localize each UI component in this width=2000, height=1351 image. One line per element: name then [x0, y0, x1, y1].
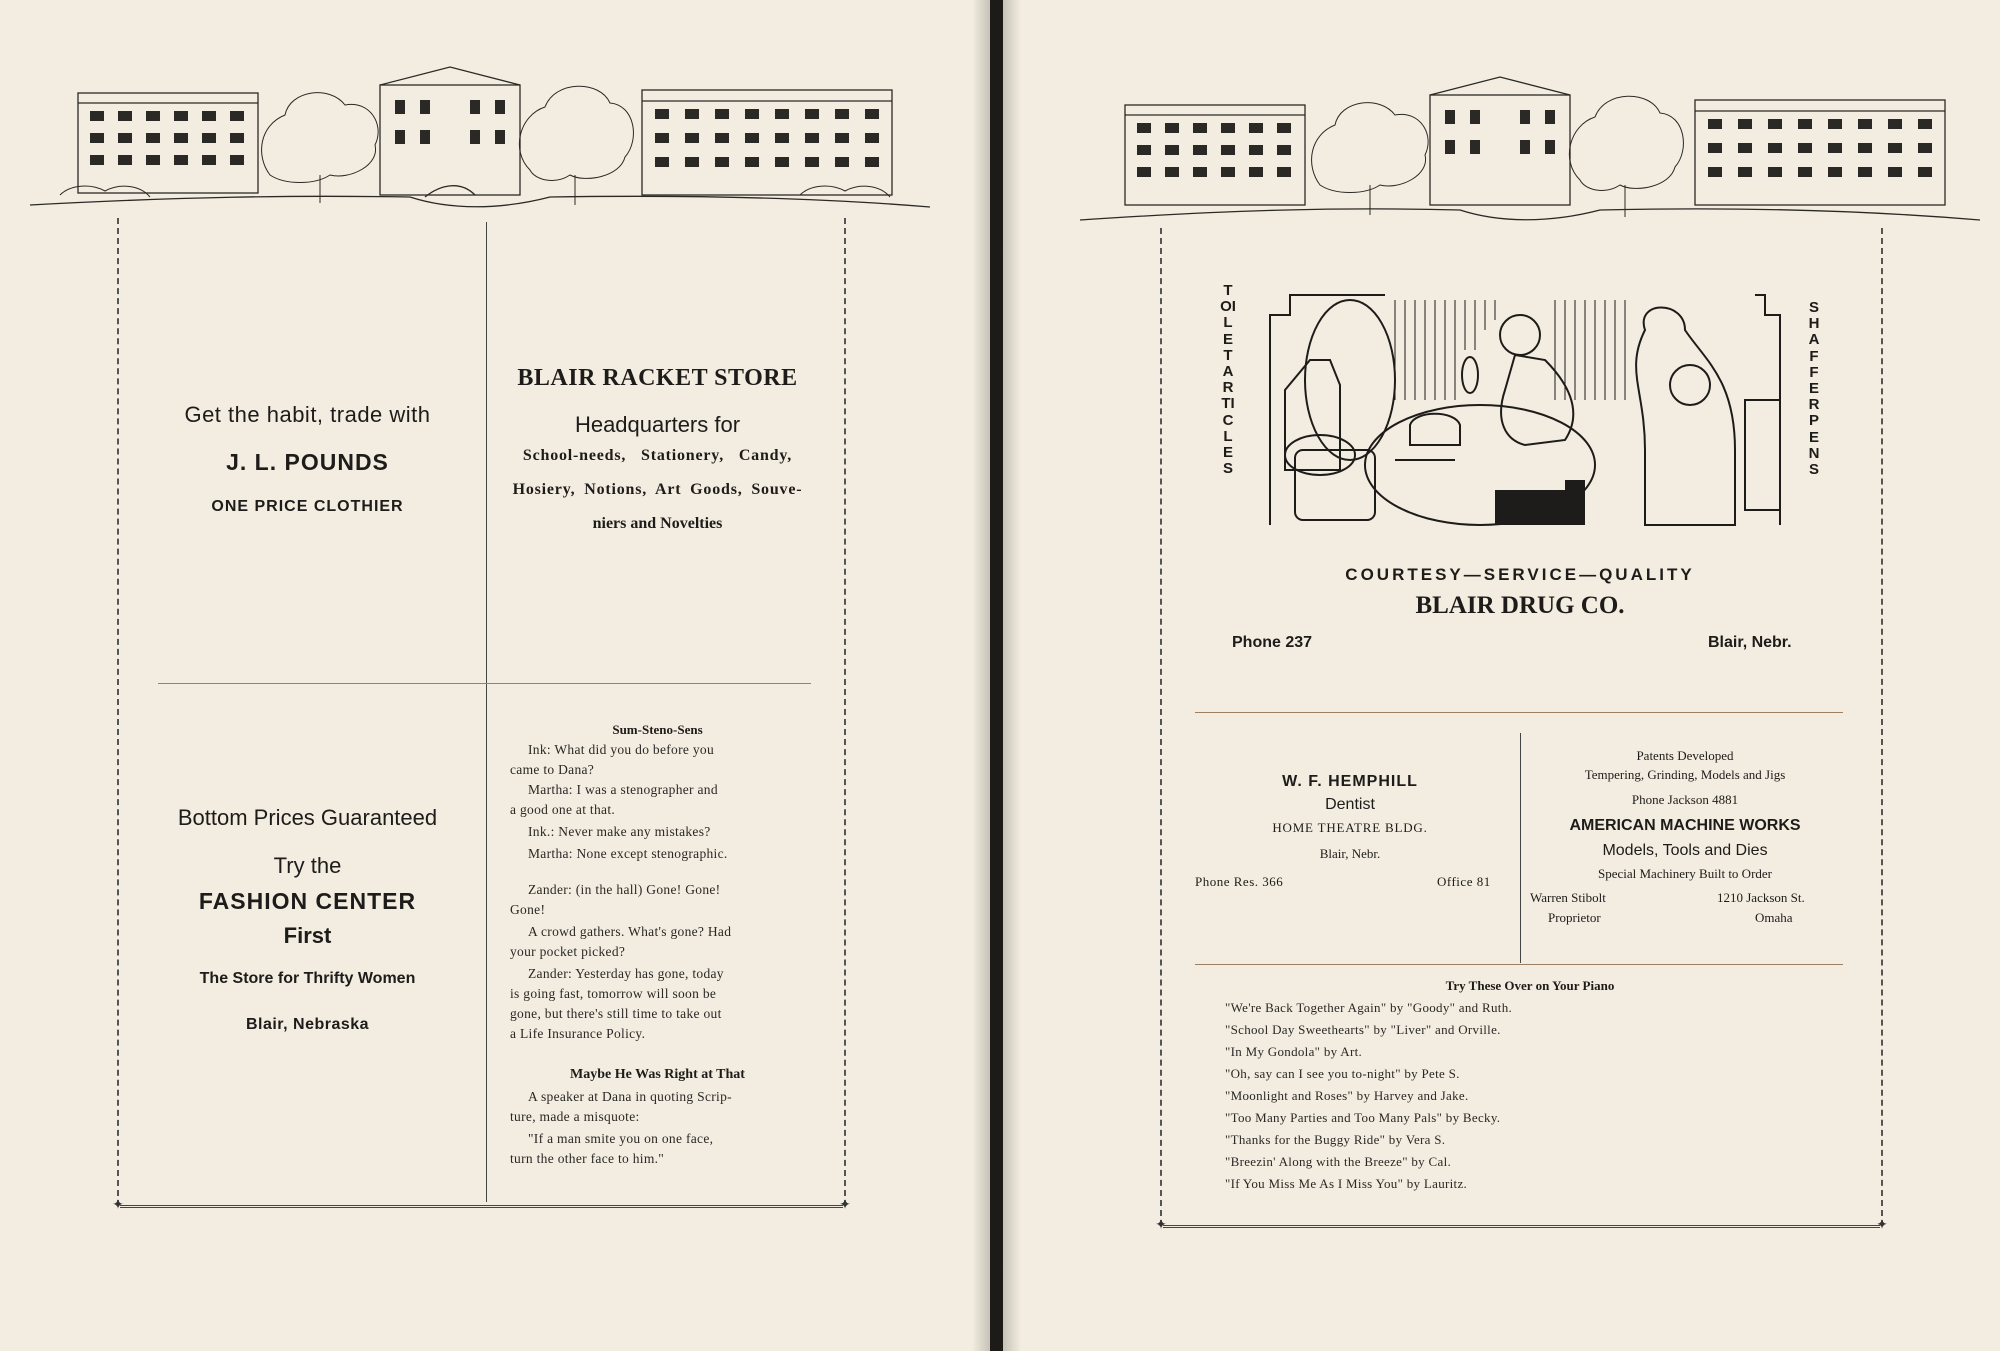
corner-ornament: ✦	[112, 1198, 124, 1213]
joke-line: Martha: I was a stenographer and	[528, 782, 718, 797]
campus-illustration	[30, 45, 930, 215]
joke-line: turn the other face to him."	[510, 1151, 665, 1166]
ad-line: Bottom Prices Guaranteed	[177, 805, 438, 830]
vertical-label-right: SHAFFER PENS	[1808, 299, 1824, 479]
joke-line: Ink.: Never make any mistakes?	[528, 824, 711, 839]
ad-line: Try the	[273, 853, 342, 878]
page-frame-left-rule	[117, 218, 119, 1206]
section-divider	[158, 683, 811, 684]
joke-line: your pocket picked?	[510, 944, 626, 959]
joke-line: "If a man smite you on one face,	[528, 1131, 714, 1146]
city: Omaha	[1755, 910, 1793, 925]
joke-line: ture, made a misquote:	[510, 1109, 640, 1124]
list-item: "In My Gondola" by Art.	[1225, 1044, 1363, 1059]
joke-line: Ink: What did you do before you	[528, 742, 715, 757]
joke-title: Maybe He Was Right at That	[570, 1067, 745, 1082]
proprietor-name: Warren Stibolt	[1530, 890, 1606, 905]
joke-line: a good one at that.	[510, 802, 616, 817]
slogan: COURTESY—SERVICE—QUALITY	[1345, 565, 1695, 584]
campus-illustration	[1080, 55, 1980, 225]
songs-title: Try These Over on Your Piano	[1445, 978, 1615, 993]
page-frame-right-rule	[1881, 228, 1883, 1226]
ad-location: Blair, Nebr.	[1708, 634, 1792, 651]
column-divider	[1520, 733, 1521, 963]
joke-line: Zander: Yesterday has gone, today	[528, 966, 724, 981]
list-item: "Too Many Parties and Too Many Pals" by Becky.	[1225, 1110, 1501, 1125]
ad-tagline: The Store for Thrifty Women	[199, 970, 416, 987]
list-item: "Moonlight and Roses" by Harvey and Jake.	[1225, 1088, 1469, 1103]
joke-line: A speaker at Dana in quoting Scrip-	[528, 1089, 732, 1104]
phone-number: Phone 237	[1232, 634, 1313, 651]
joke-line: Martha: None except stenographic.	[528, 846, 728, 861]
list-item: "School Day Sweethearts" by "Liver" and Orville.	[1225, 1022, 1501, 1037]
business-name: AMERICAN MACHINE WORKS	[1569, 817, 1801, 834]
profession: Dentist	[1325, 796, 1375, 813]
ad-tagline: ONE PRICE CLOTHIER	[211, 498, 404, 515]
list-item: "Breezin' Along with the Breeze" by Cal.	[1225, 1154, 1452, 1169]
city: Blair, Nebr.	[1319, 846, 1381, 861]
list-item: "If You Miss Me As I Miss You" by Lauritz.	[1225, 1176, 1468, 1191]
business-name: BLAIR RACKET STORE	[517, 365, 798, 391]
ad-line: First	[283, 923, 332, 948]
list-item: "Oh, say can I see you to-night" by Pete S.	[1225, 1066, 1460, 1081]
list-item: "Thanks for the Buggy Ride" by Vera S.	[1225, 1132, 1446, 1147]
phone-number: Phone Res. 366	[1195, 874, 1284, 889]
ad-subtitle: Headquarters for	[574, 412, 741, 437]
section-divider	[1195, 964, 1843, 965]
joke-line: gone, but there's still time to take out	[510, 1006, 722, 1021]
vertical-label-left: TOILET ARTICLES	[1220, 282, 1237, 478]
ad-line: niers and Novelties	[592, 515, 723, 532]
ad-line: School-needs, Stationery, Candy,	[522, 447, 793, 464]
phone-number: Phone Jackson 4881	[1631, 792, 1739, 807]
ad-line: Get the habit, trade with	[184, 402, 431, 427]
list-item: "We're Back Together Again" by "Goody" and Ruth.	[1225, 1000, 1513, 1015]
page-frame-left-rule	[1160, 228, 1162, 1226]
corner-ornament: ✦	[1155, 1218, 1167, 1233]
ad-location: Blair, Nebraska	[245, 1016, 370, 1033]
joke-line: A crowd gathers. What's gone? Had	[528, 924, 732, 939]
ad-line: Hosiery, Notions, Art Goods, Souve-	[512, 481, 803, 498]
business-name: BLAIR DRUG CO.	[1415, 592, 1625, 619]
joke-line: is going fast, tomorrow will soon be	[510, 986, 717, 1001]
ad-line: Tempering, Grinding, Models and Jigs	[1584, 767, 1786, 782]
proprietor-title: Proprietor	[1548, 910, 1601, 925]
joke-line: Gone!	[510, 902, 546, 917]
office-number: Office 81	[1437, 874, 1491, 889]
page-frame-bottom-rule	[1163, 1225, 1880, 1228]
corner-ornament: ✦	[839, 1198, 851, 1213]
business-name: FASHION CENTER	[198, 888, 417, 914]
ad-line: Special Machinery Built to Order	[1597, 866, 1772, 881]
ad-line: Models, Tools and Dies	[1602, 842, 1768, 859]
page-frame-right-rule	[844, 218, 846, 1206]
business-name: W. F. HEMPHILL	[1282, 773, 1418, 790]
column-divider	[486, 222, 487, 1202]
left-page	[0, 0, 990, 1351]
joke-line: came to Dana?	[510, 762, 595, 777]
corner-ornament: ✦	[1876, 1218, 1888, 1233]
address: 1210 Jackson St.	[1717, 890, 1805, 905]
ad-line: Patents Developed	[1636, 748, 1734, 763]
business-name: J. L. POUNDS	[226, 449, 389, 475]
page-frame-bottom-rule	[120, 1205, 843, 1208]
joke-line: a Life Insurance Policy.	[510, 1026, 646, 1041]
vanity-woman-illustration	[1265, 290, 1785, 535]
building: HOME THEATRE BLDG.	[1272, 820, 1428, 835]
section-divider	[1195, 712, 1843, 713]
joke-title: Sum-Steno-Sens	[612, 722, 703, 737]
joke-line: Zander: (in the hall) Gone! Gone!	[528, 882, 721, 897]
